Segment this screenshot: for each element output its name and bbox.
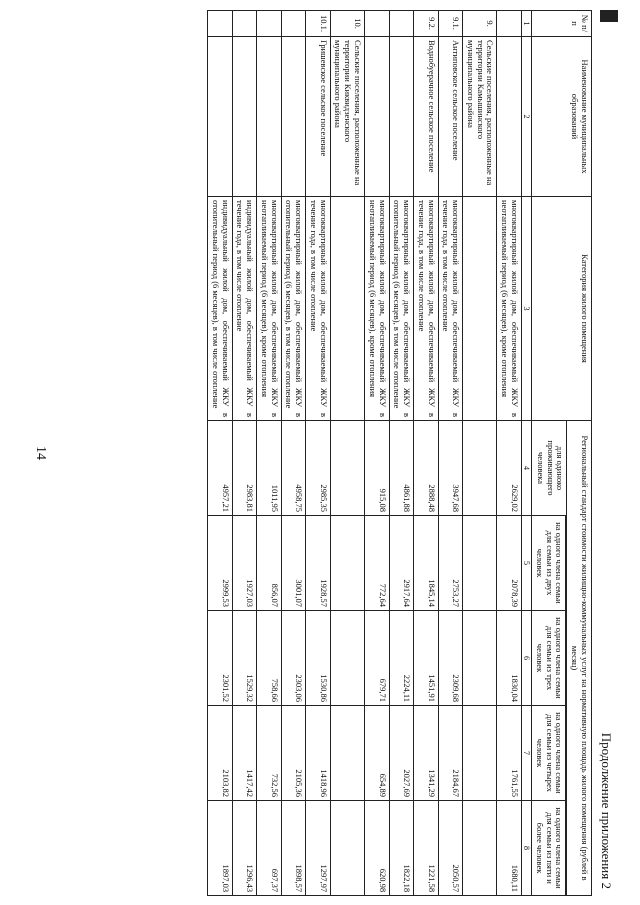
value-family-3: 758,66 — [257, 611, 282, 706]
value-family-2: 1845,14 — [414, 516, 439, 611]
table-row — [438, 11, 463, 896]
column-number: 4 — [521, 421, 531, 516]
header-family-5: на одного члена семьи для семьи из пяти и более человек — [532, 801, 566, 896]
value-single: 4861,88 — [389, 421, 414, 516]
row-category: индивидуальный жилой дом, обеспечиваемый ЖКУ в отопительный период (6 месяцев), в том числе отопление — [208, 197, 233, 421]
value-family-4: 2103,82 — [208, 706, 233, 801]
header-municipality: Наименование муниципальных образований — [532, 37, 592, 197]
value-family-2: 2753,27 — [438, 516, 463, 611]
value-family-5 — [463, 801, 497, 896]
value-single: 2983,81 — [232, 421, 257, 516]
column-number: 6 — [521, 611, 531, 706]
value-family-2: 2917,64 — [389, 516, 414, 611]
value-family-3: 1529,32 — [232, 611, 257, 706]
housing-cost-table — [207, 10, 592, 896]
value-family-5: 1221,58 — [414, 801, 439, 896]
value-family-4 — [330, 706, 364, 801]
value-family-3 — [330, 611, 364, 706]
row-category: многоквартирный жилой дом, обеспечиваемый ЖКУ в течение года, в том числе отопление — [414, 197, 439, 421]
value-family-4 — [463, 706, 497, 801]
value-family-5: 1897,03 — [208, 801, 233, 896]
row-category: многоквартирный жилой дом, обеспечиваемый ЖКУ в отопительный период (6 месяцев), в том числе отопление — [389, 197, 414, 421]
table-row — [389, 11, 414, 896]
value-family-4: 2105,36 — [281, 706, 306, 801]
value-family-5: 620,98 — [365, 801, 390, 896]
value-single — [330, 421, 364, 516]
column-number: 5 — [521, 516, 531, 611]
row-num — [208, 11, 233, 37]
value-family-5 — [330, 801, 364, 896]
row-num — [281, 11, 306, 37]
header-standard-title: Региональный стандарт стоимости жилищно-коммунальных услуг на нормативную площадь жилого помещения (рублей в месяц) — [567, 421, 592, 896]
value-family-3: 2303,06 — [281, 611, 306, 706]
row-category: многоквартирный жилой дом, обеспечиваемый ЖКУ в неотапливаемый период (6 месяцев), кроме отопления — [365, 197, 390, 421]
value-family-3: 1830,04 — [497, 611, 522, 706]
row-category: многоквартирный жилой дом, обеспечиваемый ЖКУ в течение года, в том числе отопление — [306, 197, 331, 421]
value-single: 2888,48 — [414, 421, 439, 516]
row-municipality — [281, 37, 306, 197]
table-row — [306, 11, 331, 896]
value-family-4: 2184,67 — [438, 706, 463, 801]
row-municipality: Гришевское сельское поселение — [306, 37, 331, 197]
table-row — [281, 11, 306, 896]
continuation-title: Продолжение приложения 2 — [599, 732, 614, 889]
value-family-3: 1530,86 — [306, 611, 331, 706]
header-spacer — [566, 516, 567, 896]
value-family-4: 2027,69 — [389, 706, 414, 801]
value-family-4: 1341,29 — [414, 706, 439, 801]
row-category: индивидуальный жилой дом, обеспечиваемый ЖКУ в течение года, в том числе отопление — [232, 197, 257, 421]
row-municipality — [257, 37, 282, 197]
value-family-2 — [330, 516, 364, 611]
column-number: 7 — [521, 706, 531, 801]
table-row — [414, 11, 439, 896]
header-num: № п/п — [532, 11, 592, 37]
value-family-2: 3001,07 — [281, 516, 306, 611]
row-category: многоквартирный жилой дом, обеспечиваемый ЖКУ в неотапливаемый период (6 месяцев), кроме отопления — [497, 197, 522, 421]
value-family-2: 2078,39 — [497, 516, 522, 611]
header-row-1 — [567, 11, 592, 896]
value-family-3: 2224,11 — [389, 611, 414, 706]
row-category — [463, 197, 497, 421]
value-family-3: 1451,91 — [414, 611, 439, 706]
value-single: 915,08 — [365, 421, 390, 516]
header-family-4: на одного члена семьи для семьи из четырех человек — [532, 706, 566, 801]
row-municipality — [365, 37, 390, 197]
table-row — [365, 11, 390, 896]
column-number-row — [521, 11, 531, 896]
value-family-5: 2050,57 — [438, 801, 463, 896]
header-family-3: на одного члена семьи для семьи из трех человек — [532, 611, 566, 706]
value-single — [463, 421, 497, 516]
header-family-2: на одного члена семьи для семьи из двух человек — [532, 516, 566, 611]
value-single: 3947,68 — [438, 421, 463, 516]
value-family-3: 2309,68 — [438, 611, 463, 706]
value-family-5: 697,37 — [257, 801, 282, 896]
row-category — [330, 197, 364, 421]
value-family-4: 732,56 — [257, 706, 282, 801]
table-row — [232, 11, 257, 896]
value-single: 2985,35 — [306, 421, 331, 516]
value-single: 1011,95 — [257, 421, 282, 516]
row-num: 10.1. — [306, 11, 331, 37]
header-category: Категория жилого помещения — [532, 197, 592, 421]
row-num — [232, 11, 257, 37]
value-family-4: 1761,55 — [497, 706, 522, 801]
row-num: 9.1. — [438, 11, 463, 37]
value-family-5: 1822,18 — [389, 801, 414, 896]
value-family-5: 1296,43 — [232, 801, 257, 896]
value-family-3: 679,71 — [365, 611, 390, 706]
row-municipality — [497, 37, 522, 197]
row-num — [497, 11, 522, 37]
value-family-2: 1927,03 — [232, 516, 257, 611]
value-family-5: 1297,97 — [306, 801, 331, 896]
row-municipality — [232, 37, 257, 197]
row-municipality: Воднобуерачное сельское поселение — [414, 37, 439, 197]
value-single: 4958,75 — [281, 421, 306, 516]
table-row — [463, 11, 497, 896]
row-num: 10. — [330, 11, 364, 37]
row-municipality — [208, 37, 233, 197]
value-family-5: 1680,11 — [497, 801, 522, 896]
row-num — [257, 11, 282, 37]
column-number: 1 — [521, 11, 531, 37]
value-family-4: 1418,96 — [306, 706, 331, 801]
value-family-2: 1928,57 — [306, 516, 331, 611]
column-number: 3 — [521, 197, 531, 421]
row-num — [389, 11, 414, 37]
value-single: 4957,21 — [208, 421, 233, 516]
value-family-3 — [463, 611, 497, 706]
value-family-3: 2301,52 — [208, 611, 233, 706]
value-family-2: 856,07 — [257, 516, 282, 611]
row-municipality: Сельские поселения, расположенные на территории Киквидзенского муниципального района — [330, 37, 364, 197]
row-category: многоквартирный жилой дом, обеспечиваемый ЖКУ в отопительный период (6 месяцев), в том числе отопление — [281, 197, 306, 421]
value-family-4: 654,89 — [365, 706, 390, 801]
table-row — [257, 11, 282, 896]
row-category: многоквартирный жилой дом, обеспечиваемый ЖКУ в неотапливаемый период (6 месяцев), кроме отопления — [257, 197, 282, 421]
value-family-2: 2999,53 — [208, 516, 233, 611]
rotated-table-page — [20, 10, 620, 895]
table-row — [497, 11, 522, 896]
page-number: 14 — [33, 446, 48, 460]
row-num — [365, 11, 390, 37]
table-row — [208, 11, 233, 896]
value-family-2 — [463, 516, 497, 611]
row-municipality: Сельские поселения, расположенные на территории Камышинского муниципального района — [463, 37, 497, 197]
column-number: 8 — [521, 801, 531, 896]
row-num: 9.2. — [414, 11, 439, 37]
row-category: многоквартирный жилой дом, обеспечиваемый ЖКУ в течение года, в том числе отопление — [438, 197, 463, 421]
column-number: 2 — [521, 37, 531, 197]
value-single: 2629,02 — [497, 421, 522, 516]
row-num: 9. — [463, 11, 497, 37]
value-family-4: 1417,42 — [232, 706, 257, 801]
header-single: для одиноко проживающего человека — [532, 421, 567, 516]
value-family-5: 1898,57 — [281, 801, 306, 896]
row-municipality — [389, 37, 414, 197]
table-row — [330, 11, 364, 896]
row-municipality: Антиповское сельское поселение — [438, 37, 463, 197]
value-family-2: 772,64 — [365, 516, 390, 611]
